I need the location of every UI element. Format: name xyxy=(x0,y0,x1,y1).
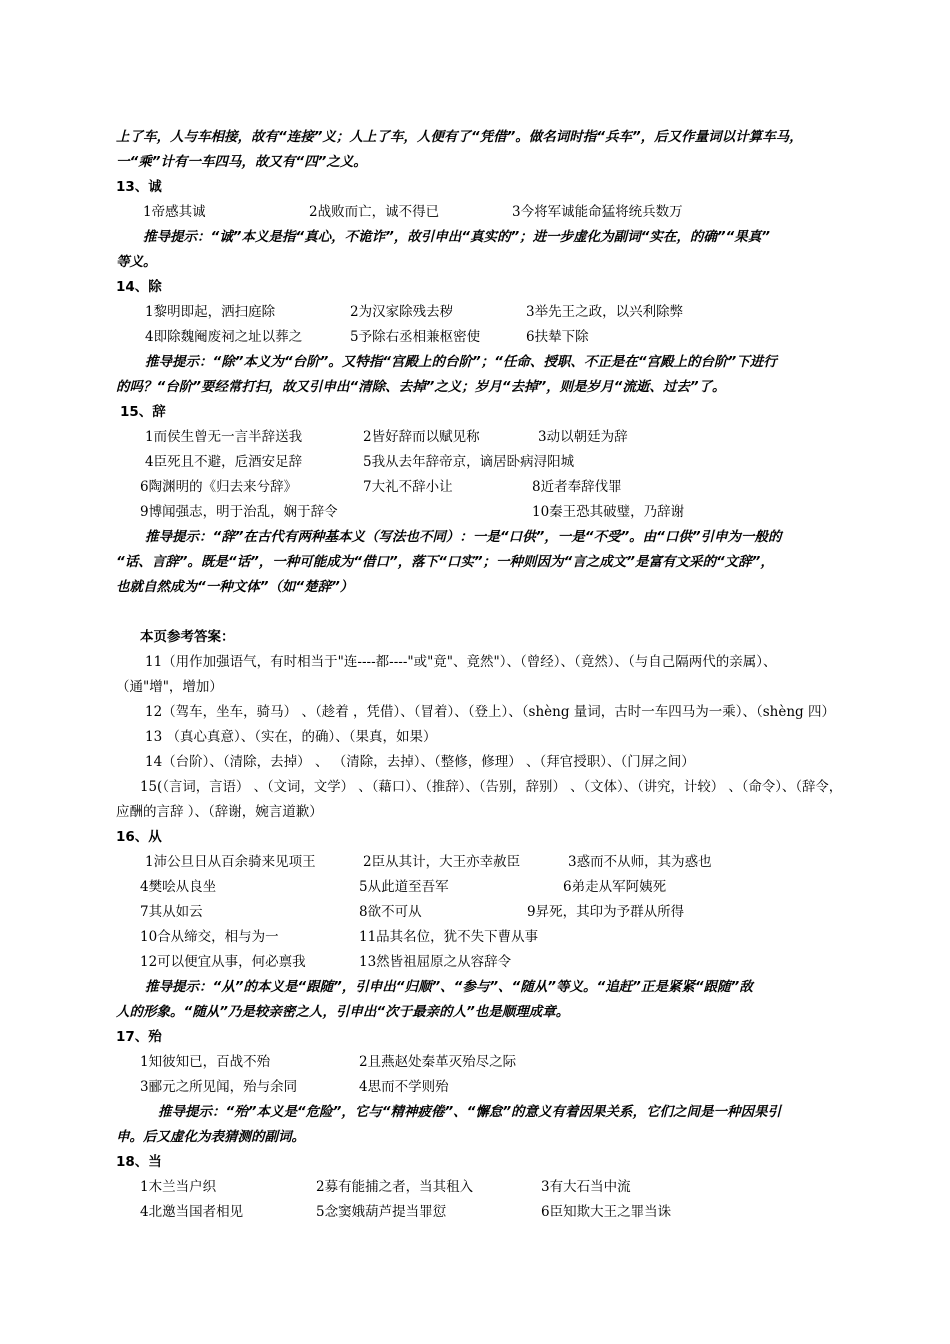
example-item: 9昇死，其印为予群从所得 xyxy=(527,904,685,920)
example-item: 4思而不学则殆 xyxy=(359,1079,449,1095)
hint-line: 一“乘”计有一车四马，故又有“四”之义。 xyxy=(116,154,367,170)
example-item: 3有大石当中流 xyxy=(541,1179,631,1195)
example-item: 2且燕赵处秦革灭殆尽之际 xyxy=(359,1054,517,1070)
example-item: 2募有能捕之者，当其租入 xyxy=(316,1179,474,1195)
answer-line: 13 （真心真意）、（实在，的确）、（果真，如果） xyxy=(145,729,437,745)
answer-line: 14（台阶）、（清除，去掉） 、 （清除，去掉）、（整修，修理） 、（拜官授职）、（门屏之间） xyxy=(145,754,695,770)
example-item: 2臣从其计，大王亦幸赦臣 xyxy=(363,854,521,870)
example-item: 3惑而不从师，其为惑也 xyxy=(568,854,712,870)
example-item: 1知彼知已，百战不殆 xyxy=(140,1054,271,1070)
answer-line: 12（驾车，坐车，骑马） 、（趁着 ，凭借）、（冒着）、（登上）、（shèng 量词，古时一车四马为一乘）、（shèng 四） xyxy=(145,704,835,720)
answer-line: 11（用作加强语气，有时相当于"连----都----"或"竟"、竟然"）、（曾经）、（竟然）、（与自己隔两代的亲属）、 xyxy=(145,654,777,670)
answer-line: 应酬的言辞 ）、（辞谢，婉言道歉） xyxy=(116,804,323,820)
example-item: 7其从如云 xyxy=(140,904,203,920)
example-item: 7大礼不辞小让 xyxy=(363,479,453,495)
hint-line: 推导提示：“诚”本义是指“真心，不诡诈”，故引申出“真实的”；进一步虚化为副词“实在，的确”“果真” xyxy=(143,229,770,245)
example-item: 6弟走从军阿姨死 xyxy=(563,879,667,895)
example-item: 1木兰当户织 xyxy=(140,1179,217,1195)
hint-line: 申。后又虚化为表猜测的副词。 xyxy=(116,1129,305,1145)
example-item: 6臣知欺大王之罪当诛 xyxy=(541,1204,672,1220)
example-item: 3动以朝廷为辞 xyxy=(538,429,628,445)
example-item: 5从此道至吾军 xyxy=(359,879,449,895)
hint-line: 推导提示：“殆”本义是“危险”，它与“精神疲倦”、“懈怠”的意义有着因果关系，它们之间是一种因果引 xyxy=(158,1104,782,1120)
hint-line: 推导提示：“从”的本义是“跟随”，引申出“归顺”、“参与”、“随从”等义。“追赶”正是紧紧“跟随”敌 xyxy=(145,979,753,995)
hint-line: “话、言辞”。既是“话”，一种可能成为“借口”，落下“口实”；一种则因为“言之成文”是富有文采的“文辞”， xyxy=(116,554,774,570)
example-item: 5念窦娥葫芦提当罪愆 xyxy=(316,1204,447,1220)
example-item: 1而侯生曾无一言半辞送我 xyxy=(145,429,303,445)
example-item: 5予除右丞相兼枢密使 xyxy=(350,329,481,345)
example-item: 9博闻强志，明于治乱，娴于辞令 xyxy=(140,504,338,520)
hint-line: 的吗？“台阶”要经常打扫，故又引申出“清除、去掉”之义；岁月“去掉”，则是岁月“流逝、过去”了。 xyxy=(116,379,726,395)
example-item: 13然皆祖屈原之从容辞令 xyxy=(359,954,512,970)
section-title: 16、从 xyxy=(116,829,162,845)
hint-line: 人的形象。“随从”乃是较亲密之人，引申出“次于最亲的人”也是顺理成章。 xyxy=(116,1004,570,1020)
answers-title: 本页参考答案： xyxy=(140,629,235,645)
example-item: 3今将军诚能命猛将统兵数万 xyxy=(512,204,683,220)
example-item: 8欲不可从 xyxy=(359,904,422,920)
example-item: 2皆好辞而以赋见称 xyxy=(363,429,480,445)
section-title: 18、当 xyxy=(116,1154,162,1170)
example-item: 8近者奉辞伐罪 xyxy=(532,479,622,495)
section-title: 13、诚 xyxy=(116,179,162,195)
example-item: 3举先王之政，以兴利除弊 xyxy=(526,304,684,320)
example-item: 4北邀当国者相见 xyxy=(140,1204,244,1220)
example-item: 4即除魏阉废祠之址以葬之 xyxy=(145,329,303,345)
example-item: 2为汉家除残去秽 xyxy=(350,304,454,320)
example-item: 1黎明即起，洒扫庭除 xyxy=(145,304,276,320)
example-item: 10秦王恐其破璧，乃辞谢 xyxy=(532,504,685,520)
example-item: 1帝感其诚 xyxy=(143,204,206,220)
section-title: 17、殆 xyxy=(116,1029,162,1045)
example-item: 6扶辇下除 xyxy=(526,329,589,345)
hint-line: 等义。 xyxy=(116,254,157,270)
example-item: 10合从缔交，相与为一 xyxy=(140,929,279,945)
hint-line: 推导提示：“除”本义为“台阶”。又特指“宫殿上的台阶”；“任命、授职、不正是在“宫殿上的台阶”下进行 xyxy=(145,354,777,370)
example-item: 1沛公旦日从百余骑来见项王 xyxy=(145,854,316,870)
answer-line: 15(（言词，言语） 、（文词，文学） 、（藉口）、（推辞）、（告别，辞别） 、（文体）、（讲究，计较） 、（命令）、（辞令， xyxy=(140,779,843,795)
example-item: 12可以便宜从事，何必禀我 xyxy=(140,954,306,970)
hint-line: 上了车，人与车相接，故有“连接”义；人上了车，人便有了“凭借”。做名词时指“兵车”，后又作量词以计算车马， xyxy=(116,129,803,145)
example-item: 2战败而亡，诚不得已 xyxy=(309,204,440,220)
example-item: 3郦元之所见闻，殆与余同 xyxy=(140,1079,298,1095)
example-item: 11品其名位，犹不失下曹从事 xyxy=(359,929,539,945)
section-title: 14、除 xyxy=(116,279,162,295)
hint-line: 也就自然成为“一种文体”（如“楚辞”） xyxy=(116,579,354,595)
section-title: 15、辞 xyxy=(120,404,166,420)
hint-line: 推导提示：“辞”在古代有两种基本义（写法也不同）：一是“口供”，一是“不受”。由“口供”引申为一般的 xyxy=(145,529,782,545)
answer-line: （通"增"，增加） xyxy=(116,679,223,695)
example-item: 5我从去年辞帝京，谪居卧病浔阳城 xyxy=(363,454,575,470)
example-item: 4臣死且不避，卮酒安足辞 xyxy=(145,454,303,470)
example-item: 6陶渊明的《归去来兮辞》 xyxy=(140,479,298,495)
example-item: 4樊哙从良坐 xyxy=(140,879,217,895)
